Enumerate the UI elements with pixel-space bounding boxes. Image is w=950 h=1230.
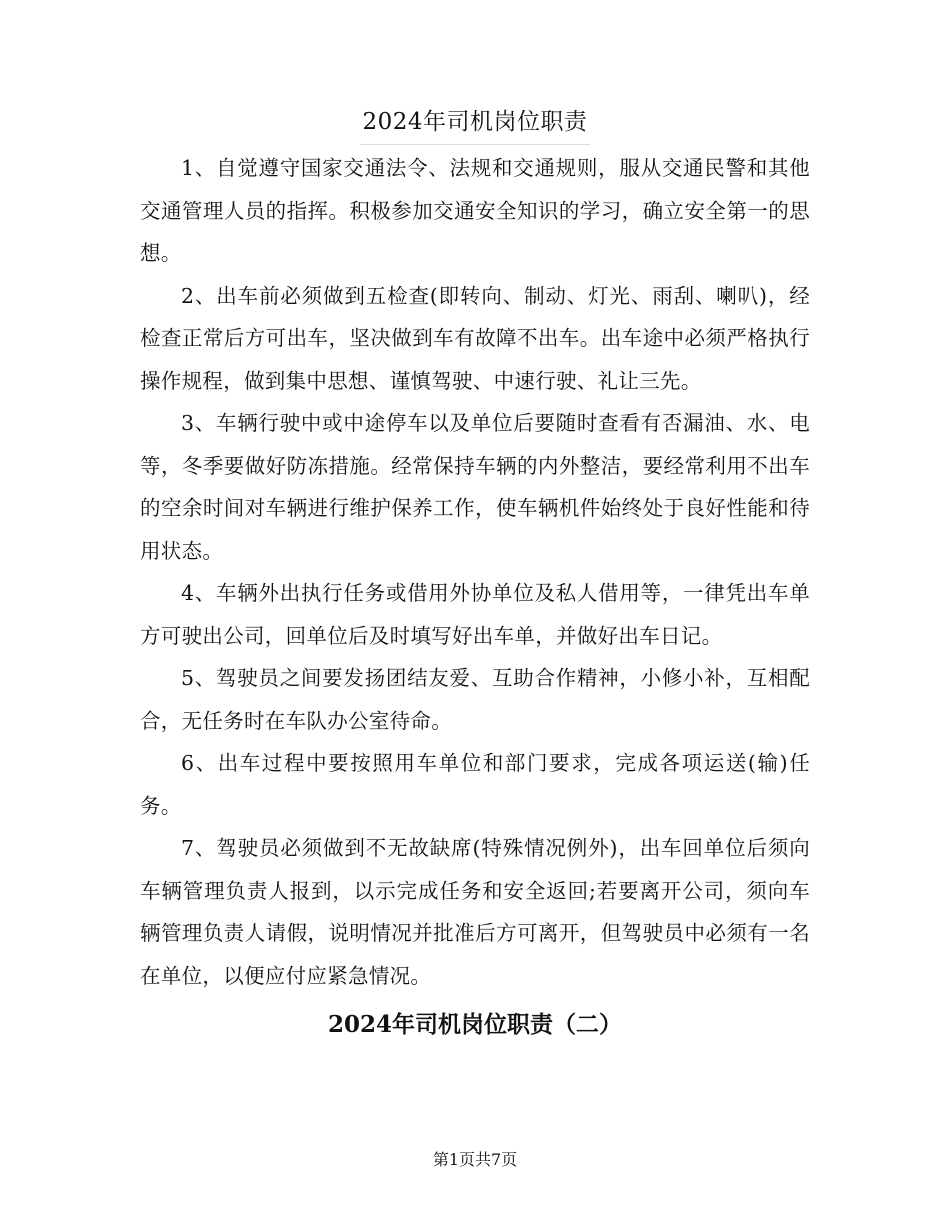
- page-footer: [0, 1148, 950, 1172]
- paragraph-3: 3、车辆行驶中或中途停车以及单位后要随时查看有否漏油、水、电等，冬季要做好防冻措施。经常保持车辆的内外整洁，要经常利用不出车的空余时间对车辆进行维护保养工作，使车辆机件始终处于良好性能和待用状态。: [140, 411, 810, 563]
- document-title: 2024年司机岗位职责: [360, 100, 589, 145]
- page-indicator: 第1页共7页: [432, 1150, 518, 1169]
- document-body: [140, 147, 810, 1045]
- paragraph-6: 6、出车过程中要按照用车单位和部门要求，完成各项运送(输)任务。: [140, 751, 810, 818]
- paragraph-7: 7、驾驶员必须做到不无故缺席(特殊情况例外)，出车回单位后须向车辆管理负责人报到，以示完成任务和安全返回;若要离开公司，须向车辆管理负责人请假，说明情况并批准后方可离开，但驾驶员中必须有一名在单位，以便应付应紧急情况。: [140, 836, 810, 988]
- document-title-block: [0, 100, 950, 145]
- paragraph-5: 5、驾驶员之间要发扬团结友爱、互助合作精神，小修小补，互相配合，无任务时在车队办公室待命。: [140, 666, 810, 733]
- paragraph-2: 2、出车前必须做到五检查(即转向、制动、灯光、雨刮、喇叭)，经检查正常后方可出车，坚决做到车有故障不出车。出车途中必须严格执行操作规程，做到集中思想、谨慎驾驶、中速行驶、礼让三先。: [140, 283, 810, 393]
- section-title: 2024年司机岗位职责（二）: [327, 1011, 622, 1038]
- paragraph-4: 4、车辆外出执行任务或借用外协单位及私人借用等，一律凭出车单方可驶出公司，回单位后及时填写好出车单，并做好出车日记。: [140, 581, 810, 648]
- paragraph-1: 1、自觉遵守国家交通法令、法规和交通规则，服从交通民警和其他交通管理人员的指挥。积极参加交通安全知识的学习，确立安全第一的思想。: [140, 156, 810, 265]
